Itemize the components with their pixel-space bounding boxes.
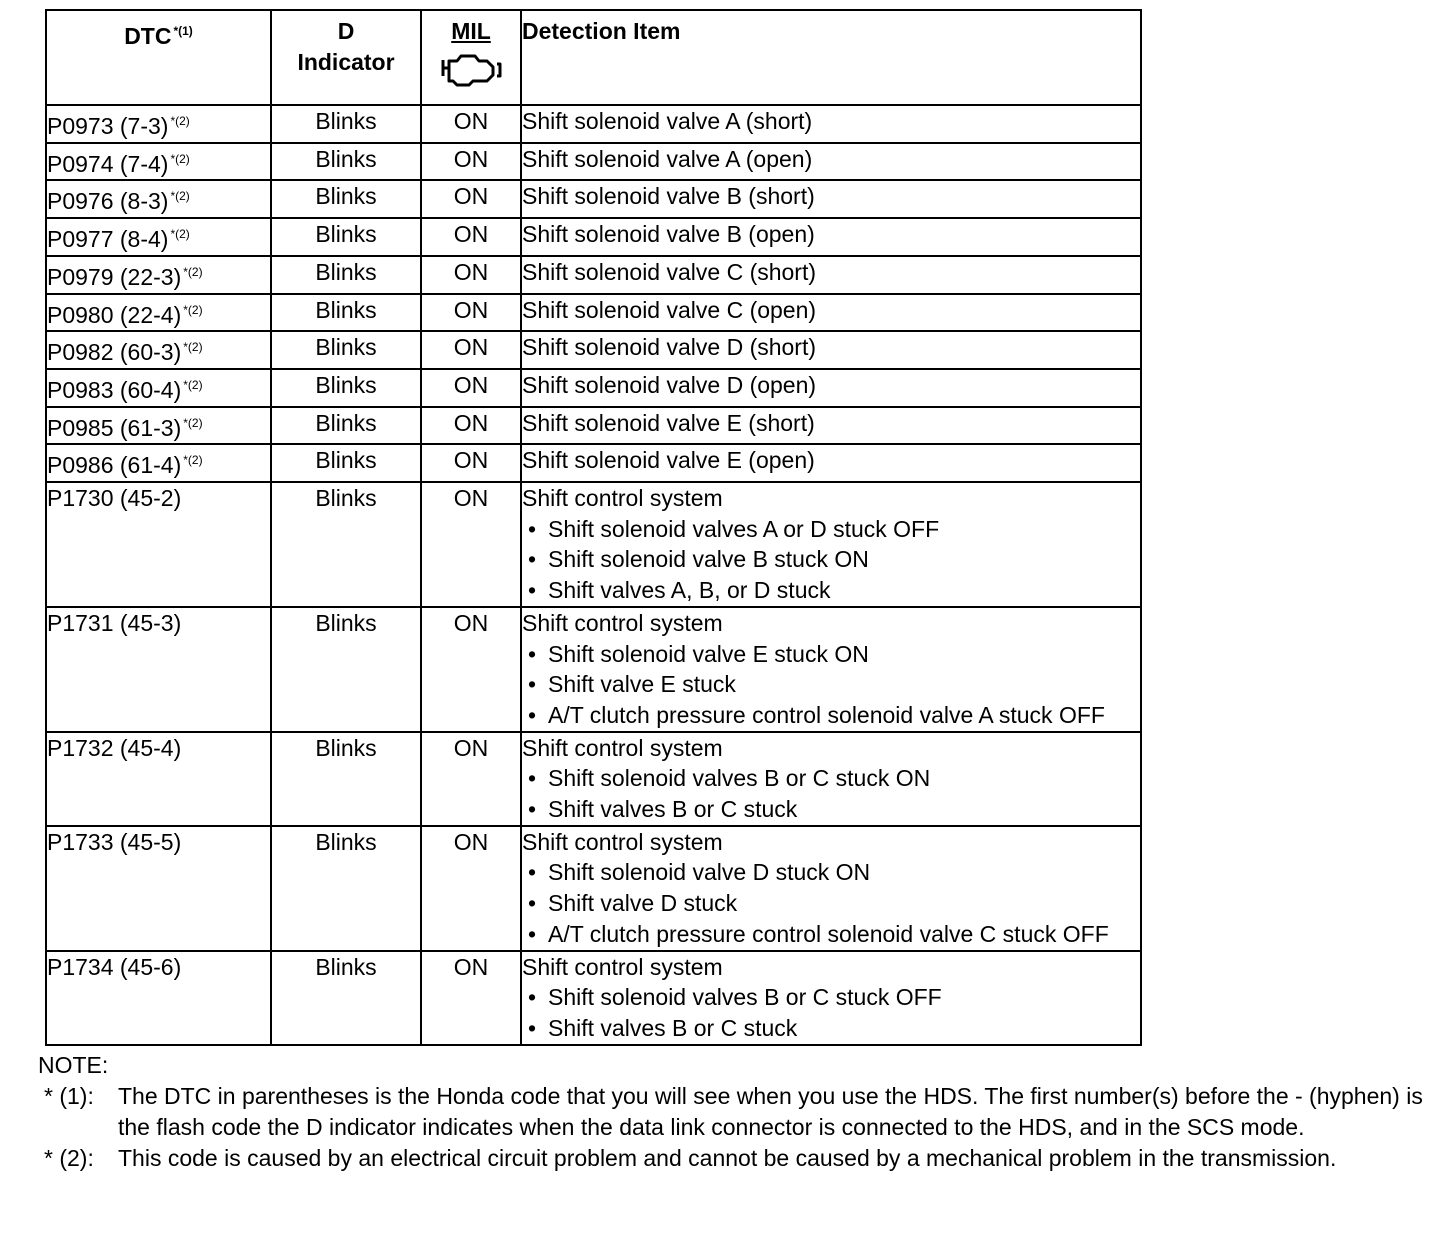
note-item-2 — [38, 1143, 1438, 1174]
d-indicator-cell: Blinks — [271, 407, 421, 445]
d-indicator-cell: Blinks — [271, 294, 421, 332]
detection-item-text: Shift solenoid valve C (open) — [522, 296, 817, 323]
table-row — [46, 331, 1141, 369]
dtc-code: P0985 (61-3) — [47, 414, 182, 441]
table-row — [46, 218, 1141, 256]
d-indicator-cell: Blinks — [271, 256, 421, 294]
dtc-cell — [46, 105, 271, 143]
detection-bullet: • Shift valves A, B, or D stuck — [522, 575, 1140, 606]
detection-cell — [521, 180, 1141, 218]
detection-item-text: Shift control system — [522, 828, 723, 855]
note-mark-2: * (2): — [44, 1145, 94, 1171]
detection-bullet-list — [522, 763, 1140, 824]
table-row — [46, 294, 1141, 332]
detection-cell — [521, 218, 1141, 256]
mil-cell: ON — [421, 143, 521, 181]
d-indicator-cell: Blinks — [271, 444, 421, 482]
detection-bullet-list — [522, 639, 1140, 731]
dtc-code: P1732 (45-4) — [47, 734, 182, 761]
d-indicator-cell: Blinks — [271, 143, 421, 181]
d-indicator-cell: Blinks — [271, 180, 421, 218]
detection-cell — [521, 826, 1141, 951]
dtc-footnote-ref: *(2) — [170, 151, 190, 166]
header-dtc-ref: *(1) — [173, 24, 193, 38]
detection-item-text: Shift solenoid valve A (short) — [522, 108, 813, 134]
detection-bullet: • Shift solenoid valve D stuck ON — [522, 857, 1140, 888]
table-row — [46, 482, 1141, 607]
detection-cell — [521, 732, 1141, 826]
detection-bullet-list — [522, 857, 1140, 949]
detection-bullet: • A/T clutch pressure control solenoid valve A stuck OFF — [522, 700, 1140, 731]
notes-heading: NOTE: — [38, 1052, 109, 1078]
mil-cell: ON — [421, 826, 521, 951]
dtc-table — [45, 9, 1142, 1046]
dtc-cell — [46, 444, 271, 482]
d-indicator-cell: Blinks — [271, 732, 421, 826]
detection-bullet: • Shift valve D stuck — [522, 888, 1140, 919]
detection-item-text: Shift solenoid valve E (open) — [522, 447, 815, 474]
detection-cell — [521, 407, 1141, 445]
dtc-cell — [46, 482, 271, 607]
detection-bullet: • Shift solenoid valves B or C stuck OFF — [522, 982, 1140, 1013]
dtc-cell — [46, 331, 271, 369]
table-row — [46, 407, 1141, 445]
dtc-footnote-ref: *(2) — [183, 340, 203, 355]
dtc-cell — [46, 407, 271, 445]
dtc-footnote-ref: *(2) — [183, 264, 203, 279]
dtc-code: P0986 (61-4) — [47, 452, 182, 479]
detection-item-text: Shift solenoid valve B (open) — [522, 221, 815, 248]
detection-bullet-list — [522, 514, 1140, 606]
d-indicator-cell: Blinks — [271, 331, 421, 369]
mil-cell: ON — [421, 218, 521, 256]
detection-bullet: • A/T clutch pressure control solenoid valve C stuck OFF — [522, 919, 1140, 950]
note-text-1: The DTC in parentheses is the Honda code that you will see when you use the HDS. The first number(s) before the - (hyphen) is the flash code the D indicator indicates when the data link connector is connected to the HDS, and in the SCS mode. — [118, 1083, 1423, 1140]
mil-cell: ON — [421, 732, 521, 826]
dtc-code: P0980 (22-4) — [47, 301, 182, 328]
dtc-footnote-ref: *(2) — [170, 227, 190, 242]
detection-item-text: Shift control system — [522, 485, 723, 512]
detection-cell — [521, 482, 1141, 607]
table-row — [46, 143, 1141, 181]
mil-cell: ON — [421, 607, 521, 732]
header-d-label: D — [337, 18, 355, 44]
dtc-code: P0974 (7-4) — [47, 150, 169, 177]
dtc-code: P1730 (45-2) — [47, 485, 182, 512]
dtc-cell — [46, 732, 271, 826]
d-indicator-cell: Blinks — [271, 218, 421, 256]
header-dtc-label: DTC — [124, 23, 172, 49]
mil-cell: ON — [421, 180, 521, 218]
dtc-table-body — [46, 105, 1141, 1045]
dtc-code: P0977 (8-4) — [47, 226, 169, 253]
dtc-cell — [46, 143, 271, 181]
dtc-code: P0979 (22-3) — [47, 263, 182, 290]
notes-section — [38, 1050, 1438, 1174]
table-row — [46, 444, 1141, 482]
header-mil-label: MIL — [451, 18, 491, 44]
detection-item-text: Shift solenoid valve D (open) — [522, 371, 817, 398]
dtc-footnote-ref: *(2) — [183, 453, 203, 468]
detection-item-text: Shift solenoid valve C (short) — [522, 258, 817, 285]
dtc-cell — [46, 951, 271, 1045]
dtc-cell — [46, 607, 271, 732]
detection-bullet: • Shift solenoid valve E stuck ON — [522, 639, 1140, 670]
d-indicator-cell: Blinks — [271, 607, 421, 732]
mil-cell: ON — [421, 294, 521, 332]
dtc-footnote-ref: *(2) — [183, 415, 203, 430]
detection-bullet: • Shift solenoid valve B stuck ON — [522, 544, 1140, 575]
mil-cell: ON — [421, 331, 521, 369]
d-indicator-cell: Blinks — [271, 826, 421, 951]
mil-cell: ON — [421, 105, 521, 143]
table-row — [46, 826, 1141, 951]
check-engine-icon — [439, 48, 503, 88]
header-dtc — [46, 10, 271, 105]
detection-bullet-list — [522, 982, 1140, 1043]
detection-bullet: • Shift solenoid valves A or D stuck OFF — [522, 514, 1140, 545]
dtc-code: P0973 (7-3) — [47, 113, 169, 139]
table-row — [46, 369, 1141, 407]
dtc-cell — [46, 369, 271, 407]
detection-item-text: Shift control system — [522, 609, 723, 636]
detection-cell — [521, 256, 1141, 294]
table-row — [46, 256, 1141, 294]
dtc-code: P0976 (8-3) — [47, 188, 169, 215]
mil-cell: ON — [421, 256, 521, 294]
dtc-cell — [46, 826, 271, 951]
dtc-cell — [46, 256, 271, 294]
note-mark-1: * (1): — [44, 1083, 94, 1109]
dtc-cell — [46, 218, 271, 256]
mil-cell: ON — [421, 444, 521, 482]
detection-cell — [521, 143, 1141, 181]
table-row — [46, 607, 1141, 732]
note-text-2: This code is caused by an electrical circuit problem and cannot be caused by a mechanical problem in the transmission. — [118, 1145, 1337, 1171]
detection-cell — [521, 294, 1141, 332]
header-mil — [421, 10, 521, 105]
dtc-footnote-ref: *(2) — [170, 189, 190, 204]
detection-item-text: Shift solenoid valve A (open) — [522, 145, 813, 172]
dtc-code: P1734 (45-6) — [47, 953, 182, 980]
detection-item-text: Shift solenoid valve B (short) — [522, 183, 815, 210]
dtc-footnote-ref: *(2) — [170, 114, 190, 128]
dtc-code: P1731 (45-3) — [47, 609, 182, 636]
detection-bullet: • Shift valve E stuck — [522, 669, 1140, 700]
dtc-code: P1733 (45-5) — [47, 828, 182, 855]
detection-bullet: • Shift valves B or C stuck — [522, 1013, 1140, 1044]
dtc-code: P0983 (60-4) — [47, 376, 182, 403]
detection-item-text: Shift control system — [522, 953, 723, 980]
dtc-footnote-ref: *(2) — [183, 377, 203, 392]
d-indicator-cell: Blinks — [271, 369, 421, 407]
header-detection-item: Detection Item — [521, 10, 1141, 105]
detection-item-text: Shift solenoid valve E (short) — [522, 409, 815, 436]
mil-cell: ON — [421, 951, 521, 1045]
mil-cell: ON — [421, 407, 521, 445]
detection-cell — [521, 105, 1141, 143]
table-header-row — [46, 10, 1141, 105]
header-d-indicator — [271, 10, 421, 105]
table-row — [46, 951, 1141, 1045]
dtc-cell — [46, 294, 271, 332]
detection-cell — [521, 369, 1141, 407]
dtc-cell — [46, 180, 271, 218]
table-row — [46, 180, 1141, 218]
d-indicator-cell: Blinks — [271, 482, 421, 607]
d-indicator-cell: Blinks — [271, 105, 421, 143]
table-row — [46, 732, 1141, 826]
detection-cell — [521, 331, 1141, 369]
d-indicator-cell: Blinks — [271, 951, 421, 1045]
mil-cell: ON — [421, 482, 521, 607]
detection-item-text: Shift solenoid valve D (short) — [522, 334, 817, 361]
detection-bullet: • Shift solenoid valves B or C stuck ON — [522, 763, 1140, 794]
detection-bullet: • Shift valves B or C stuck — [522, 794, 1140, 825]
table-row — [46, 105, 1141, 143]
note-item-1 — [38, 1081, 1438, 1143]
detection-cell — [521, 444, 1141, 482]
dtc-footnote-ref: *(2) — [183, 302, 203, 317]
mil-cell: ON — [421, 369, 521, 407]
detection-cell — [521, 607, 1141, 732]
detection-item-text: Shift control system — [522, 734, 723, 761]
header-indicator-label: Indicator — [297, 49, 395, 75]
dtc-code: P0982 (60-3) — [47, 339, 182, 366]
detection-cell — [521, 951, 1141, 1045]
